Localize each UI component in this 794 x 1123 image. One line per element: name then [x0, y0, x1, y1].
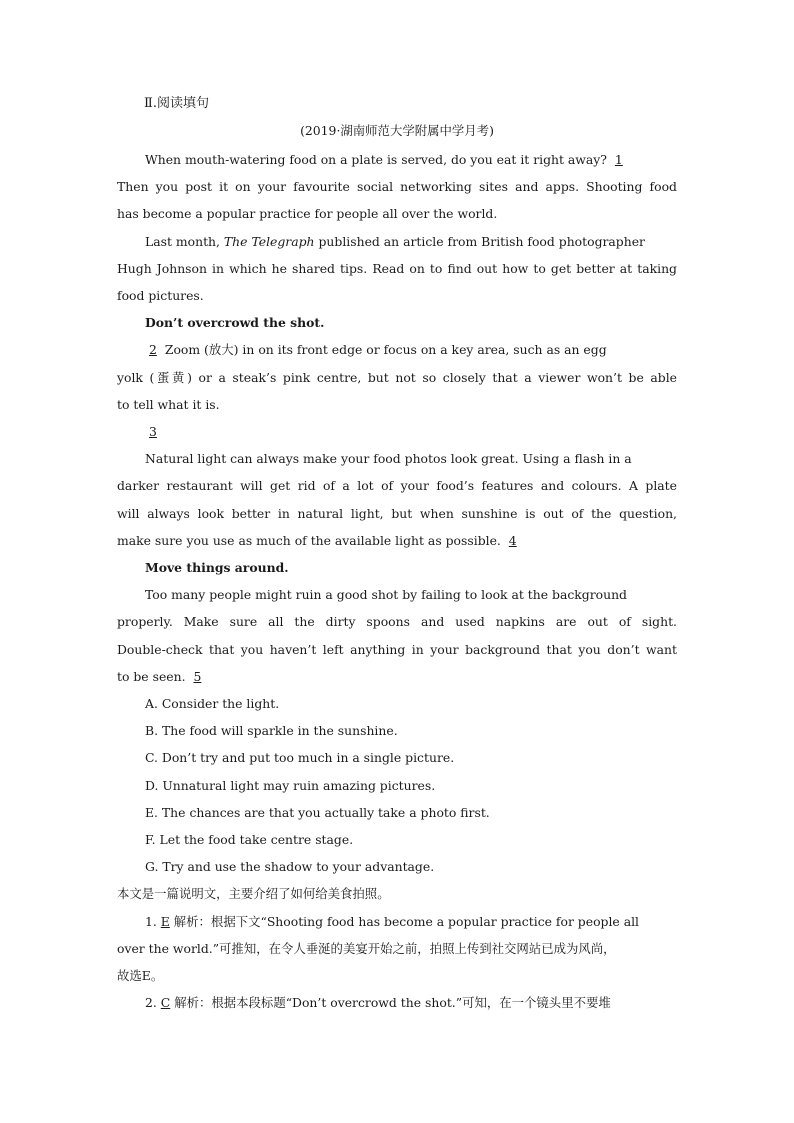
- summary: 本文是一篇说明文，主要介绍了如何给美食拍照。: [117, 886, 390, 902]
- blank-1[interactable]: 1: [614, 152, 623, 167]
- option-b: B. The food will sparkle in the sunshine.: [145, 723, 398, 739]
- paragraph-2-line-3: food pictures.: [117, 288, 204, 304]
- paragraph-3-line-3: to tell what it is.: [117, 396, 220, 412]
- option-f: F. Let the food take centre stage.: [145, 832, 354, 848]
- blank-2[interactable]: 2: [149, 342, 157, 358]
- paragraph-5-line-3: Double-check that you haven’t left anything in your background that you don’t want: [117, 641, 677, 657]
- publication-name: The Telegraph: [223, 233, 315, 249]
- option-g: G. Try and use the shadow to your advantage.: [145, 859, 435, 875]
- paragraph-4-line-4: make sure you use as much of the available light as possible. 4: [117, 527, 677, 554]
- paragraph-5-line-2: properly. Make sure all the dirty spoons and used napkins are out of sight.: [117, 614, 677, 630]
- answer-1: E: [160, 913, 170, 929]
- heading-move-things: Move things around.: [145, 560, 289, 576]
- option-c: C. Don’t try and put too much in a single picture.: [145, 750, 455, 766]
- paragraph-1-line-2: Then you post it on your favourite social networking sites and apps. Shooting food: [117, 179, 677, 195]
- paragraph-3-line-2: yolk (蛋黄) or a steak’s pink centre, but not so closely that a viewer won’t be able: [117, 369, 677, 385]
- paragraph-4-line-1: Natural light can always make your food photos look great. Using a flash in a: [145, 451, 632, 467]
- heading-overcrowd: Don’t overcrowd the shot.: [145, 315, 325, 331]
- paragraph-5-line-1: Too many people might ruin a good shot by failing to look at the background: [145, 587, 627, 603]
- option-d: D. Unnatural light may ruin amazing pictures.: [145, 777, 436, 793]
- paragraph-3-line-1: 2 Zoom (放大) in on its front edge or focus on a key area, such as an egg: [117, 336, 677, 363]
- analysis-2-line-1: 2. C 解析：根据本段标题“Don’t overcrowd the shot.”可知，在一个镜头里不要堆: [145, 995, 611, 1011]
- paragraph-4-line-2: darker restaurant will get rid of a lot of your food’s features and colours. A plate: [117, 478, 677, 494]
- paragraph-1-line-3: has become a popular practice for people all over the world.: [117, 206, 498, 222]
- source-citation: (2019·湖南师范大学附属中学月考): [300, 123, 494, 138]
- blank-3[interactable]: 3: [149, 424, 157, 440]
- reading-passage: [117, 92, 677, 1017]
- option-a: A. Consider the light.: [145, 696, 280, 712]
- section-title: Ⅱ.阅读填句: [144, 96, 209, 111]
- paragraph-2-line-1: Last month, The Telegraph published an article from British food photographer: [145, 233, 645, 249]
- analysis-1-line-3: 故选E。: [117, 968, 164, 984]
- blank-4[interactable]: 4: [508, 532, 517, 548]
- paragraph-2-line-2: Hugh Johnson in which he shared tips. Read on to find out how to get better at taking: [117, 260, 677, 276]
- paragraph-4-line-3: will always look better in natural light, but when sunshine is out of the question,: [117, 505, 677, 521]
- paragraph-5-line-4: to be seen. 5: [117, 663, 677, 690]
- blank-3-line: [117, 418, 677, 445]
- analysis-1-line-1: 1. E 解析：根据下文“Shooting food has become a popular practice for people all: [145, 913, 640, 929]
- blank-5[interactable]: 5: [193, 668, 202, 684]
- answer-2: C: [160, 995, 171, 1011]
- paragraph-1-line-1: When mouth-watering food on a plate is served, do you eat it right away? 1: [117, 146, 677, 173]
- option-e: E. The chances are that you actually take a photo first.: [145, 804, 490, 820]
- analysis-1-line-2: over the world.”可推知，在令人垂涎的美宴开始之前，拍照上传到社交网站已成为风尚，: [117, 940, 616, 956]
